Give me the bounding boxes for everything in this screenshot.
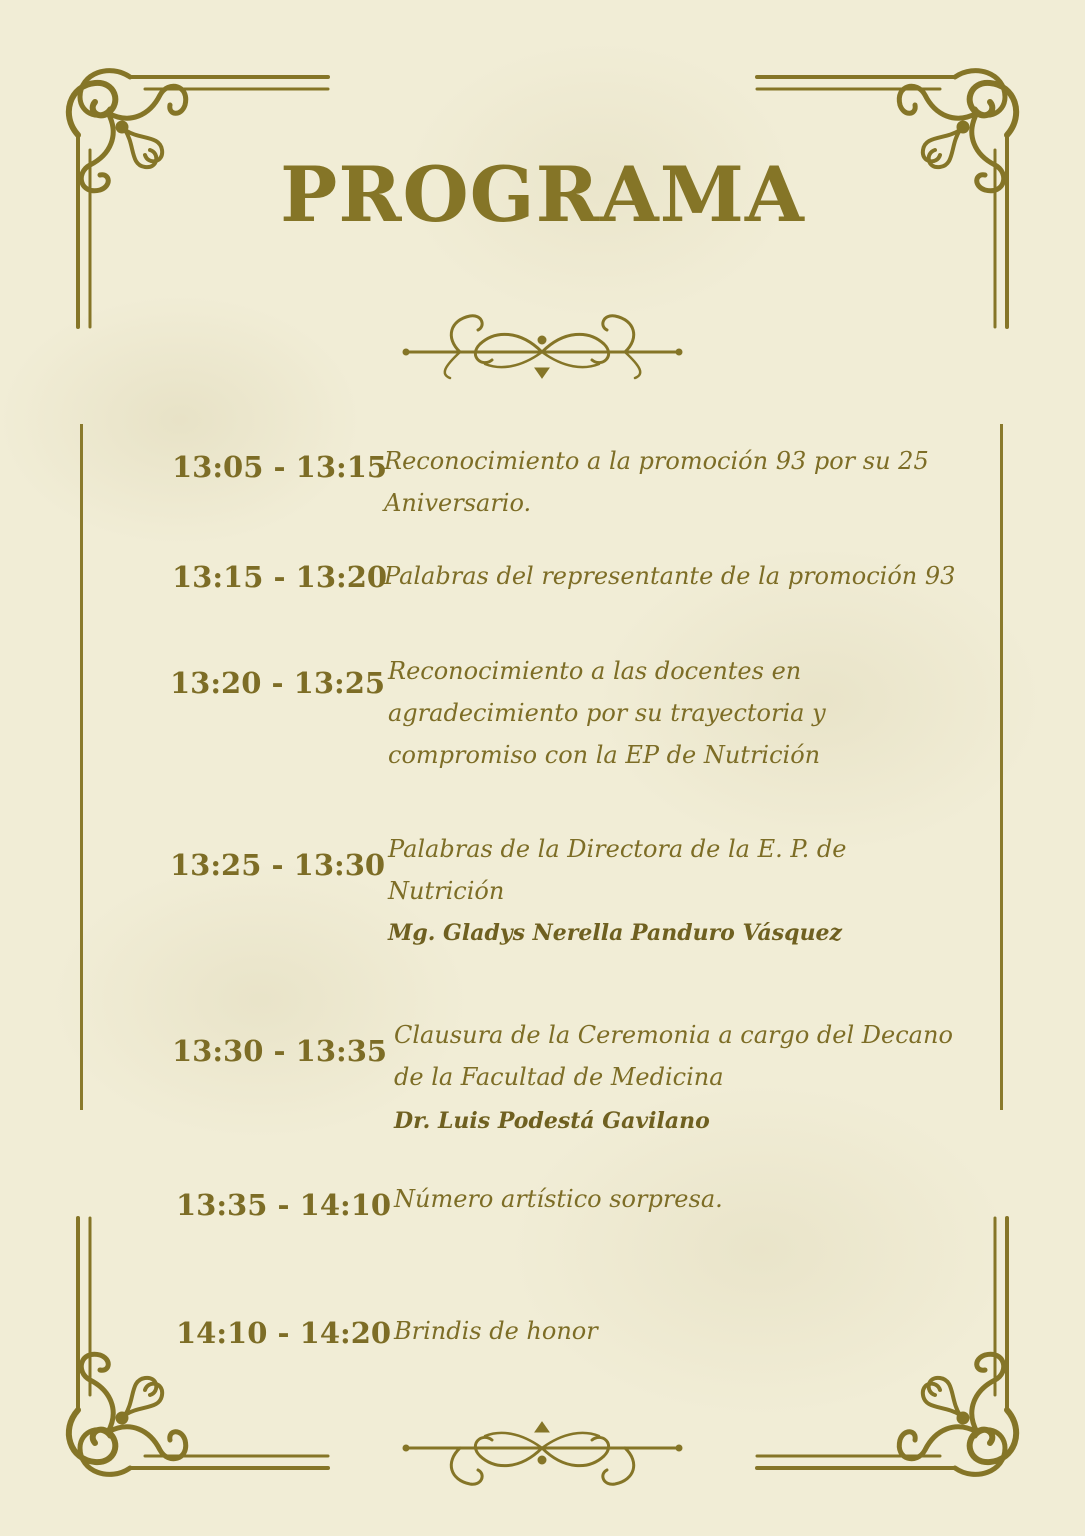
corner-flourish-icon — [50, 1210, 340, 1490]
schedule-time: 13:05 - 13:15 — [172, 450, 388, 484]
schedule-description: Reconocimiento a la promoción 93 por su 25 Aniversario. — [384, 447, 929, 517]
schedule-time: 13:35 - 14:10 — [176, 1188, 392, 1222]
schedule-time: 13:30 - 13:35 — [172, 1034, 388, 1068]
scroll-divider-icon — [400, 308, 685, 384]
schedule-time: 14:10 - 14:20 — [176, 1316, 392, 1350]
schedule-time: 13:20 - 13:25 — [170, 666, 386, 700]
schedule-time: 13:15 - 13:20 — [172, 560, 388, 594]
schedule-description: Palabras del representante de la promoción 93 — [384, 562, 956, 590]
schedule-speaker: Dr. Luis Podestá Gavilano — [394, 1108, 710, 1134]
schedule-description: Brindis de honor — [394, 1317, 598, 1345]
schedule-description: Palabras de la Directora de la E. P. de Nutrición — [388, 835, 847, 905]
schedule-speaker: Mg. Gladys Nerella Panduro Vásquez — [388, 920, 843, 946]
right-border-line — [1000, 424, 1003, 1110]
left-border-line — [80, 424, 83, 1110]
scroll-divider-icon — [400, 1418, 685, 1494]
schedule-description: Número artístico sorpresa. — [394, 1185, 723, 1213]
schedule-time: 13:25 - 13:30 — [170, 848, 386, 882]
page-title: PROGRAMA — [280, 150, 805, 239]
schedule-description: Reconocimiento a las docentes en agradecimiento por su trayectoria y compromiso con la EP de Nutrición — [388, 657, 826, 769]
schedule-description: Clausura de la Ceremonia a cargo del Decano de la Facultad de Medicina — [394, 1021, 953, 1091]
